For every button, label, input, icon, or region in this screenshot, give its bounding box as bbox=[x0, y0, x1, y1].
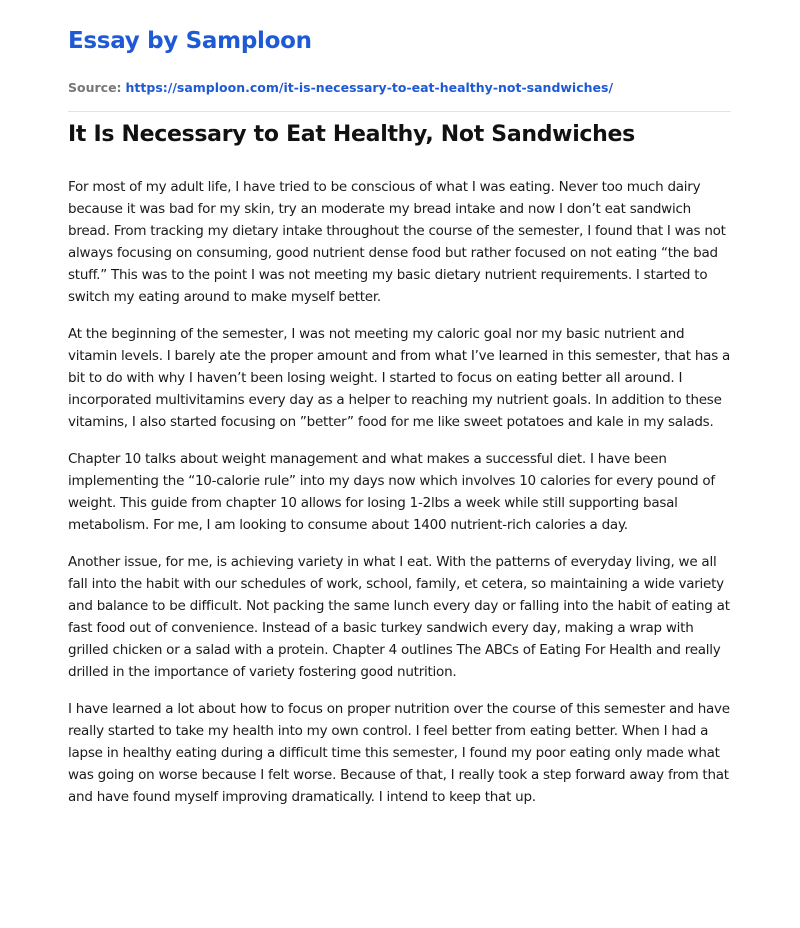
source-line bbox=[68, 80, 613, 95]
site-brand-title[interactable]: Essay by Samploon bbox=[68, 28, 312, 54]
essay-paragraph: Chapter 10 talks about weight management and what makes a successful diet. I have been implementing the “10-calorie rule” into my days now which involves 10 calories for every pound of weight. This guide from chapter 10 allows for losing 1-2lbs a week while still supporting basal metabolism. For me, I am looking to consume about 1400 nutrient-rich calories a day. bbox=[68, 451, 715, 533]
source-label: Source: bbox=[68, 80, 122, 95]
essay-title: It Is Necessary to Eat Healthy, Not Sandwiches bbox=[68, 122, 635, 147]
essay-paragraph: I have learned a lot about how to focus on proper nutrition over the course of this semester and have really started to take my health into my own control. I feel better from eating better. When I had a lapse in healthy eating during a difficult time this semester, I found my poor eating only made what was going on worse because I felt worse. Because of that, I really took a step forward away from that and have found myself improving dramatically. I intend to keep that up. bbox=[68, 701, 730, 805]
essay-paragraph: At the beginning of the semester, I was not meeting my caloric goal nor my basic nutrient and vitamin levels. I barely ate the proper amount and from what I’ve learned in this semester, that has a bit to do with why I haven’t been losing weight. I started to focus on eating better all around. I incorporated multivitamins every day as a helper to reaching my nutrient goals. In addition to these vitamins, I also started focusing on ”better” food for me like sweet potatoes and kale in my salads. bbox=[68, 326, 731, 430]
essay-paragraph: For most of my adult life, I have tried to be conscious of what I was eating. Never too much dairy because it was bad for my skin, try an moderate my bread intake and now I don’t eat sandwich bread. From tracking my dietary intake throughout the course of the semester, I found that I was not always focusing on consuming, good nutrient dense food but rather focused on not eating “the bad stuff.” This was to the point I was not meeting my basic dietary nutrient requirements. I started to switch my eating around to make myself better. bbox=[68, 179, 726, 305]
header-divider bbox=[68, 111, 731, 112]
essay-paragraph: Another issue, for me, is achieving variety in what I eat. With the patterns of everyday living, we all fall into the habit with our schedules of work, school, family, et cetera, so maintaining a wide variety and balance to be difficult. Not packing the same lunch every day or falling into the habit of eating at fast food out of convenience. Instead of a basic turkey sandwich every day, making a wrap with grilled chicken or a salad with a protein. Chapter 4 outlines The ABCs of Eating For Health and really drilled in the importance of variety fostering good nutrition. bbox=[68, 554, 730, 680]
source-link[interactable]: https://samploon.com/it-is-necessary-to-eat-healthy-not-sandwiches/ bbox=[125, 80, 614, 95]
essay-body bbox=[68, 176, 734, 823]
